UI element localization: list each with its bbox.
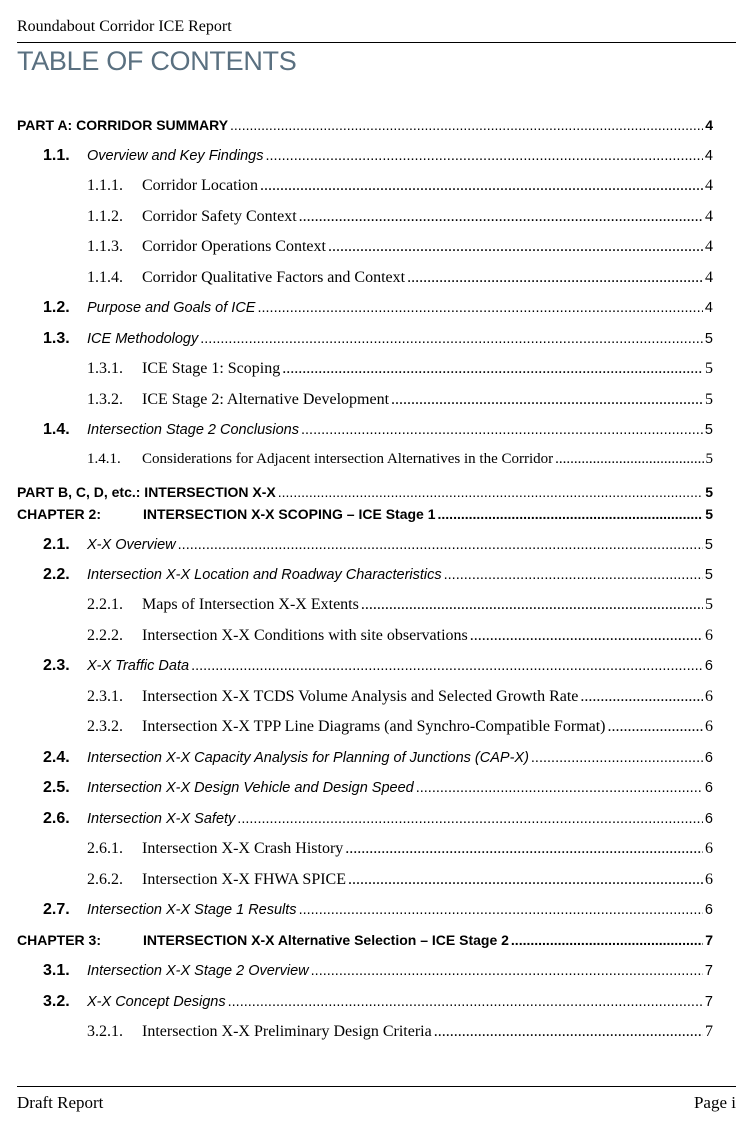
entry-page: 4	[704, 300, 713, 316]
dot-leader	[237, 811, 703, 827]
entry-page: 6	[705, 718, 713, 735]
entry-page: 5	[705, 484, 713, 500]
entry-page: 4	[705, 238, 713, 255]
entry-number: CHAPTER 2:	[17, 506, 102, 522]
dot-leader	[407, 269, 703, 287]
entry-text: X-X Traffic Data	[87, 658, 190, 674]
dot-leader	[348, 871, 703, 889]
entry-number: 2.3.1.	[87, 688, 123, 705]
entry-number: 1.3.2.	[87, 391, 123, 408]
entry-number: 2.2.1.	[87, 596, 123, 613]
entry-page: 7	[704, 994, 713, 1010]
toc-entry-1-1-1[interactable]	[17, 177, 713, 195]
dot-leader	[434, 1023, 703, 1041]
entry-text: Maps of Intersection X-X Extents	[142, 596, 359, 613]
dot-leader	[555, 451, 703, 468]
toc-entry-2-1[interactable]	[17, 536, 713, 554]
entry-number: 2.6.	[43, 810, 70, 827]
entry-page: 7	[704, 963, 713, 979]
toc-entry-2-6-1[interactable]	[17, 840, 713, 858]
entry-number: 2.3.	[43, 657, 70, 674]
entry-text: Corridor Operations Context	[142, 238, 326, 255]
entry-text: Intersection X-X TPP Line Diagrams (and Synchro-Compatible Format)	[142, 718, 606, 735]
entry-text: Corridor Location	[142, 177, 258, 194]
dot-leader	[580, 688, 703, 706]
entry-page: 6	[705, 871, 713, 888]
dot-leader	[257, 300, 702, 316]
entry-page: 6	[704, 902, 713, 918]
dot-leader	[438, 506, 704, 522]
entry-page: 4	[705, 117, 713, 133]
entry-page: 4	[705, 177, 713, 194]
toc-entry-2-3-1[interactable]	[17, 688, 713, 706]
entry-page: 4	[705, 269, 713, 286]
entry-page: 6	[704, 658, 713, 674]
toc-entry-1-4-1[interactable]	[17, 451, 713, 468]
toc-entry-2-2[interactable]	[17, 566, 713, 584]
toc-entry-1-3[interactable]	[17, 330, 713, 348]
entry-text: Corridor Qualitative Factors and Context	[142, 269, 406, 286]
entry-number: 3.2.1.	[87, 1023, 123, 1040]
report-title: Roundabout Corridor ICE Report	[17, 18, 232, 35]
entry-text: Intersection X-X TCDS Volume Analysis and Selected Growth Rate	[142, 688, 579, 705]
entry-text: X-X Concept Designs	[87, 994, 226, 1010]
toc-entry-2-7[interactable]	[17, 901, 713, 919]
entry-number: 2.1.	[43, 536, 70, 553]
entry-text: Overview and Key Findings	[87, 148, 264, 164]
entry-page: 7	[705, 1023, 713, 1040]
entry-page: 6	[704, 750, 713, 766]
dot-leader	[391, 391, 703, 409]
entry-number: 1.1.1.	[87, 177, 123, 194]
dot-leader	[511, 932, 703, 948]
entry-text: Intersection X-X Stage 1 Results	[87, 902, 297, 918]
entry-text: PART B, C, D, etc.: INTERSECTION X-X	[17, 484, 276, 500]
entry-number: 1.1.2.	[87, 208, 123, 225]
page-footer	[17, 1086, 736, 1113]
entry-text: PART A: CORRIDOR SUMMARY	[17, 117, 229, 133]
dot-leader	[607, 718, 703, 736]
toc-entry-3-2[interactable]	[17, 993, 713, 1011]
entry-number: 2.2.2.	[87, 627, 123, 644]
entry-text: Intersection X-X Stage 2 Overview	[87, 963, 309, 979]
entry-text: Intersection X-X FHWA SPICE	[142, 871, 346, 888]
entry-text: INTERSECTION X-X Alternative Selection – ICE Stage 2	[143, 932, 509, 948]
dot-leader	[301, 422, 703, 438]
toc-entry-part-a[interactable]	[17, 117, 713, 133]
entry-number: 2.5.	[43, 779, 70, 796]
entry-text: Intersection Stage 2 Conclusions	[87, 422, 299, 438]
entry-number: 2.4.	[43, 749, 70, 766]
entry-text: Considerations for Adjacent intersection Alternatives in the Corridor	[142, 451, 554, 467]
entry-page: 6	[705, 627, 713, 644]
entry-text: Intersection X-X Conditions with site observations	[142, 627, 468, 644]
entry-text: ICE Stage 2: Alternative Development	[142, 391, 390, 408]
dot-leader	[470, 627, 703, 645]
entry-number: 2.3.2.	[87, 718, 123, 735]
entry-text: Intersection X-X Location and Roadway Characteristics	[87, 567, 442, 583]
entry-number: 3.1.	[43, 962, 70, 979]
entry-page: 4	[704, 148, 713, 164]
toc-entry-1-1-2[interactable]	[17, 208, 713, 226]
page-header	[17, 18, 736, 43]
toc-entry-2-2-2[interactable]	[17, 627, 713, 645]
toc-entry-1-1-4[interactable]	[17, 269, 713, 287]
entry-number: 2.6.2.	[87, 871, 123, 888]
dot-leader	[230, 117, 703, 133]
toc-entry-2-4[interactable]	[17, 749, 713, 767]
entry-text: Intersection X-X Preliminary Design Criteria	[142, 1023, 432, 1040]
dot-leader	[299, 208, 703, 226]
toc-entry-2-2-1[interactable]	[17, 596, 713, 614]
entry-number: 1.1.	[43, 147, 70, 164]
entry-text: Intersection X-X Safety	[87, 811, 236, 827]
dot-leader	[260, 177, 703, 195]
entry-number: 1.4.	[43, 421, 70, 438]
entry-text: Intersection X-X Crash History	[142, 840, 344, 857]
toc-entry-1-1[interactable]	[17, 147, 713, 165]
dot-leader	[278, 484, 703, 500]
toc-entry-1-3-1[interactable]	[17, 360, 713, 378]
footer-draft-label: Draft Report	[17, 1093, 104, 1112]
dot-leader	[345, 840, 703, 858]
entry-page: 6	[704, 780, 713, 796]
toc-entry-chapter-2[interactable]	[17, 506, 713, 522]
dot-leader	[311, 963, 703, 979]
toc-entry-1-3-2[interactable]	[17, 391, 713, 409]
entry-text: Intersection X-X Design Vehicle and Design Speed	[87, 780, 414, 796]
toc-entry-chapter-3[interactable]	[17, 932, 713, 948]
entry-number: 1.1.3.	[87, 238, 123, 255]
toc-entry-part-b[interactable]	[17, 484, 713, 500]
entry-page: 5	[705, 391, 713, 408]
entry-number: 2.2.	[43, 566, 70, 583]
entry-page: 5	[705, 506, 713, 522]
entry-number: 3.2.	[43, 993, 70, 1010]
entry-page: 6	[704, 811, 713, 827]
entry-text: Intersection X-X Capacity Analysis for Planning of Junctions (CAP-X)	[87, 750, 529, 766]
entry-number: CHAPTER 3:	[17, 932, 102, 948]
entry-page: 5	[704, 537, 713, 553]
entry-number: 1.3.	[43, 330, 70, 347]
dot-leader	[178, 537, 703, 553]
toc-entry-1-1-3[interactable]	[17, 238, 713, 256]
toc-entry-3-2-1[interactable]	[17, 1023, 713, 1041]
entry-text: ICE Stage 1: Scoping	[142, 360, 281, 377]
toc-entry-1-4[interactable]	[17, 421, 713, 439]
dot-leader	[361, 596, 703, 614]
toc-entry-2-6[interactable]	[17, 810, 713, 828]
entry-number: 2.6.1.	[87, 840, 123, 857]
dot-leader	[299, 902, 703, 918]
entry-page: 4	[705, 208, 713, 225]
dot-leader	[266, 148, 703, 164]
dot-leader	[531, 750, 703, 766]
entry-text: INTERSECTION X-X SCOPING – ICE Stage 1	[143, 506, 436, 522]
entry-number: 1.2.	[43, 299, 70, 316]
entry-page: 5	[705, 451, 713, 467]
toc-entry-1-2[interactable]	[17, 299, 713, 317]
entry-page: 5	[705, 360, 713, 377]
page-number: Page i	[693, 1093, 736, 1112]
entry-number: 2.7.	[43, 901, 70, 918]
entry-page: 5	[704, 331, 713, 347]
entry-text: X-X Overview	[87, 537, 176, 553]
entry-number: 1.4.1.	[87, 451, 121, 467]
entry-text: Purpose and Goals of ICE	[87, 300, 256, 316]
dot-leader	[228, 994, 703, 1010]
entry-page: 6	[705, 688, 713, 705]
toc-entry-3-1[interactable]	[17, 962, 713, 980]
entry-text: ICE Methodology	[87, 331, 199, 347]
toc-entry-2-3[interactable]	[17, 657, 713, 675]
toc-entry-2-6-2[interactable]	[17, 871, 713, 889]
entry-page: 5	[704, 422, 713, 438]
dot-leader	[328, 238, 703, 256]
dot-leader	[444, 567, 703, 583]
entry-number: 1.1.4.	[87, 269, 123, 286]
entry-page: 7	[705, 932, 713, 948]
entry-page: 6	[705, 840, 713, 857]
toc-title: TABLE OF CONTENTS	[17, 46, 297, 76]
dot-leader	[191, 658, 703, 674]
dot-leader	[416, 780, 703, 796]
entry-page: 5	[705, 596, 713, 613]
entry-text: Corridor Safety Context	[142, 208, 297, 225]
entry-number: 1.3.1.	[87, 360, 123, 377]
toc-entry-2-3-2[interactable]	[17, 718, 713, 736]
dot-leader	[282, 360, 703, 378]
entry-page: 5	[704, 567, 713, 583]
toc-entry-2-5[interactable]	[17, 779, 713, 797]
dot-leader	[200, 331, 703, 347]
